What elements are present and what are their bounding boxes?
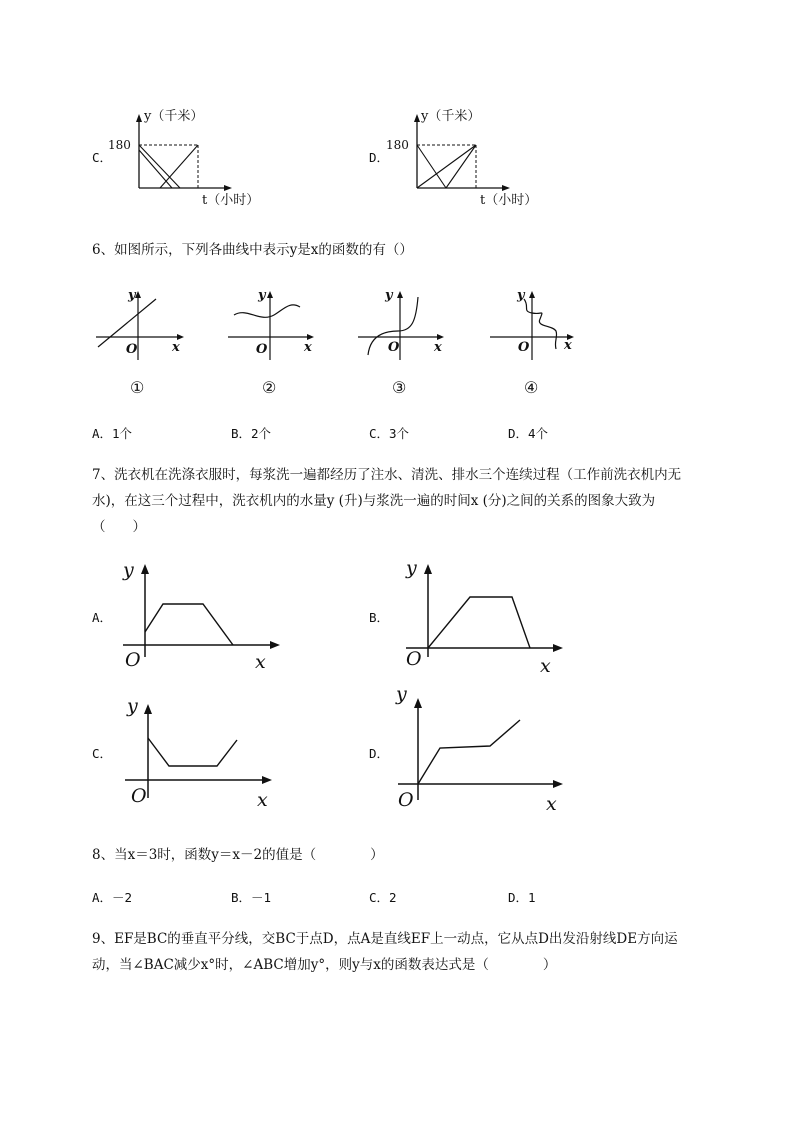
q6-f2-label: ② xyxy=(262,378,277,397)
q9-line2: 动，当∠BAC减少x°时，∠ABC增加y°，则y与x的函数表达式是（ ） xyxy=(92,957,557,973)
q7-a-y: y xyxy=(123,559,134,581)
q6-f4-label: ④ xyxy=(524,378,539,397)
q7-stem-line2: 水)，在这三个过程中，洗衣机内的水量y (升)与浆洗一遍的时间x (分)之间的关系的图象大致为 xyxy=(92,493,656,509)
q7-b-x: x xyxy=(540,655,551,677)
q7-c-x: x xyxy=(257,789,268,811)
q6-option-b: B．2个 xyxy=(231,426,272,441)
q7-stem-line1: 7、洗衣机在洗涤衣服时，每浆洗一遍都经历了注水、清洗、排水三个连续过程（工作前洗衣机内无 xyxy=(92,467,682,483)
q6-f1-x: x xyxy=(172,340,180,355)
q7-option-a-label: A． xyxy=(92,610,113,625)
q6-figure-1 xyxy=(90,285,195,400)
q7-c-origin: O xyxy=(131,785,147,807)
q7-d-x: x xyxy=(546,793,557,815)
q7-stem-line3: （ ） xyxy=(92,519,146,535)
q6-f3-origin: O xyxy=(388,340,400,355)
q8-stem: 8、当x＝3时，函数y＝x－2的值是（ ） xyxy=(92,847,384,863)
q6-f2-x: x xyxy=(304,340,312,355)
q6-figure-3 xyxy=(352,285,457,400)
q5-option-d-label: D． xyxy=(369,150,390,165)
q6-f4-y: y xyxy=(517,288,525,303)
q7-a-origin: O xyxy=(125,649,141,671)
q5-graph-d xyxy=(388,100,548,215)
q5-d-t-label: t（小时） xyxy=(480,193,538,208)
q5-c-y-label: y（千米） xyxy=(144,109,204,124)
q6-f1-label: ① xyxy=(130,378,145,397)
q5-d-y-tick: 180 xyxy=(386,138,409,152)
q8-option-d: D．1 xyxy=(508,890,536,905)
q7-graph-d xyxy=(392,680,572,820)
q5-graph-c xyxy=(110,100,270,215)
q7-graph-b xyxy=(398,552,573,677)
q7-d-y: y xyxy=(396,683,407,705)
q7-b-y: y xyxy=(406,557,417,579)
q5-c-t-label: t（小时） xyxy=(202,193,260,208)
q7-d-origin: O xyxy=(398,789,414,811)
q6-f1-y: y xyxy=(128,288,136,303)
q6-f1-origin: O xyxy=(126,342,138,357)
q7-graph-a xyxy=(115,552,290,677)
q6-option-d: D．4个 xyxy=(508,426,549,441)
q8-option-a: A．－2 xyxy=(92,890,133,905)
q6-f3-label: ③ xyxy=(392,378,407,397)
q7-b-origin: O xyxy=(406,648,422,670)
q7-a-x: x xyxy=(255,651,266,673)
q7-option-b-label: B． xyxy=(369,610,390,625)
q6-figure-4 xyxy=(484,285,589,400)
q6-f2-origin: O xyxy=(256,342,268,357)
q8-option-c: C．2 xyxy=(369,890,397,905)
q5-c-y-tick: 180 xyxy=(108,138,131,152)
q6-option-a: A．1个 xyxy=(92,426,133,441)
q6-stem: 6、如图所示，下列各曲线中表示y是x的函数的有（） xyxy=(92,242,413,258)
q6-f3-y: y xyxy=(385,288,393,303)
q6-f4-origin: O xyxy=(518,340,530,355)
q6-f2-y: y xyxy=(258,288,266,303)
q9-line1: 9、EF是BC的垂直平分线，交BC于点D，点A是直线EF上一动点，它从点D出发沿射线DE方向运 xyxy=(92,931,678,947)
q7-c-y: y xyxy=(127,695,138,717)
q7-option-d-label: D． xyxy=(369,746,390,761)
q6-f4-x: x xyxy=(564,338,572,353)
q6-option-c: C．3个 xyxy=(369,426,410,441)
q7-graph-c xyxy=(115,690,290,815)
q6-figure-2 xyxy=(222,285,327,400)
q5-option-c-label: C． xyxy=(92,150,113,165)
q7-option-c-label: C． xyxy=(92,746,113,761)
q5-d-y-label: y（千米） xyxy=(421,109,481,124)
q8-option-b: B．－1 xyxy=(231,890,272,905)
q6-f3-x: x xyxy=(434,340,442,355)
